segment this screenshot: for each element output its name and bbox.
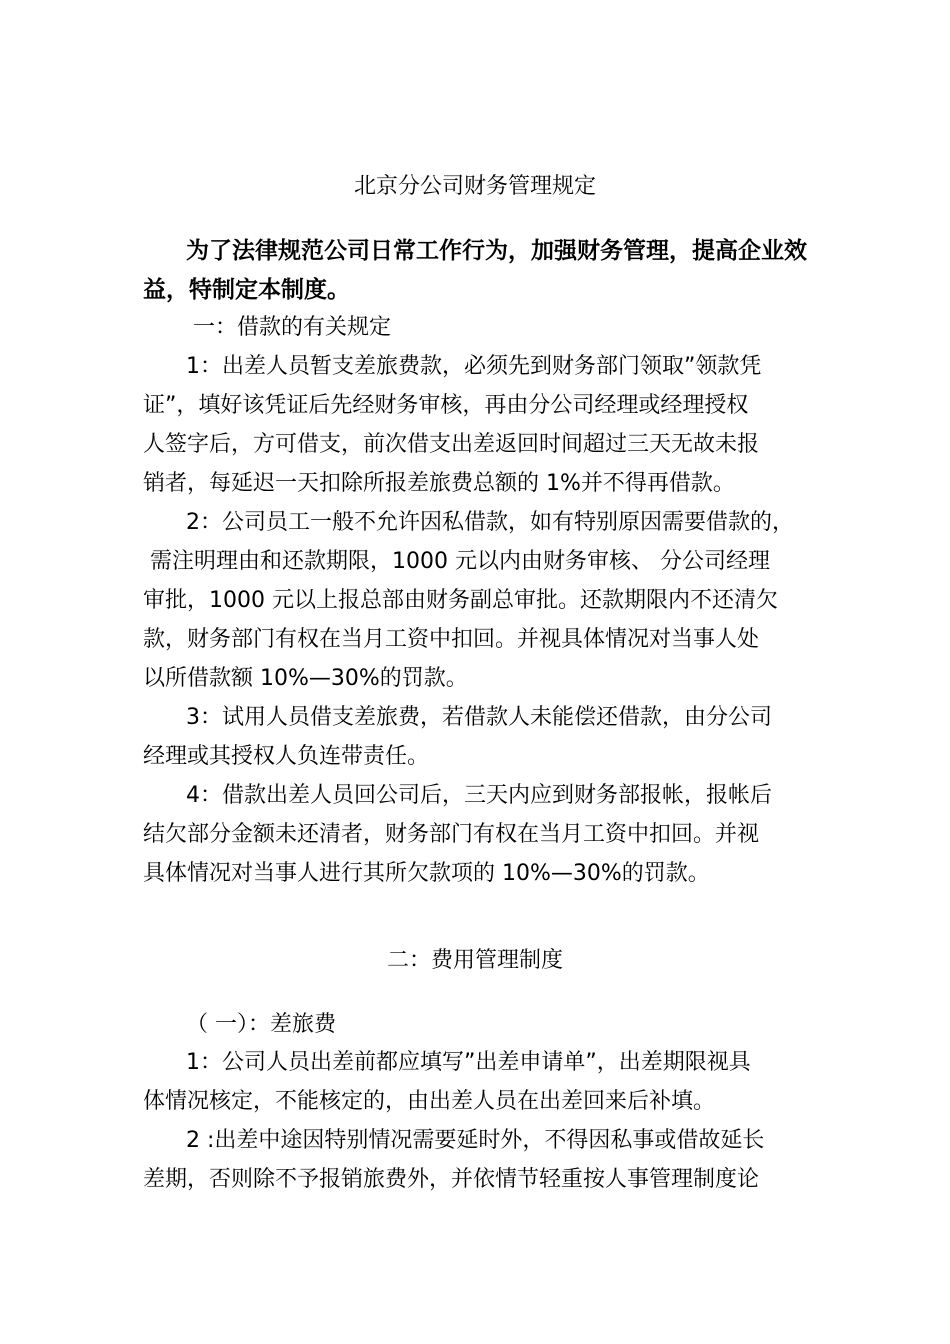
section1-heading: 一：借款的有关规定 — [193, 315, 392, 340]
section1-item4-line-2: 结欠部分金额未还清者，财务部门有权在当月工资中扣回。并视 — [143, 822, 760, 847]
intro-line-2: 益，特制定本制度。 — [143, 277, 350, 303]
section1-item2-line-2: 需注明理由和还款期限，1000 元以内由财务审核、 分公司经理 — [150, 549, 770, 574]
section2-heading: 二：费用管理制度 — [386, 948, 563, 973]
section1-item3-line-1: 3：试用人员借支差旅费，若借款人未能偿还借款，由分公司 — [186, 705, 772, 730]
section1-item2-line-3: 审批，1000 元以上报总部由财务副总审批。还款期限内不还清欠 — [143, 588, 778, 613]
section1-item2-line-4: 款，财务部门有权在当月工资中扣回。并视具体情况对当事人处 — [143, 627, 760, 652]
intro-line-1: 为了法律规范公司日常工作行为，加强财务管理，提高企业效 — [186, 238, 807, 264]
section1-item1-line-3: 人签字后，方可借支，前次借支出差返回时间超过三天无故未报 — [143, 432, 760, 457]
section1-item1-line-1: 1：出差人员暂支差旅费款，必须先到财务部门领取”领款凭 — [186, 354, 762, 379]
section2-item1-line-2: 体情况核定，不能核定的，由出差人员在出差回来后补填。 — [143, 1089, 716, 1114]
section1-item1-line-4: 销者，每延迟一天扣除所报差旅费总额的 1%并不得再借款。 — [143, 471, 735, 496]
section2-item1-line-1: 1：公司人员出差前都应填写”出差申请单”，出差期限视具 — [186, 1050, 751, 1075]
section1-item4-line-1: 4：借款出差人员回公司后，三天内应到财务部报帐，报帐后 — [186, 783, 772, 808]
section2-item2-line-2: 差期，否则除不予报销旅费外，并依情节轻重按人事管理制度论 — [143, 1167, 760, 1192]
document-title: 北京分公司财务管理规定 — [353, 174, 596, 199]
section1-item2-line-5: 以所借款额 10%—30%的罚款。 — [143, 666, 468, 691]
section2-subheading: （ 一）：差旅费 — [186, 1012, 336, 1037]
section1-item4-line-3: 具体情况对当事人进行其所欠款项的 10%—30%的罚款。 — [143, 861, 710, 886]
section1-item2-line-1: 2：公司员工一般不允许因私借款，如有特别原因需要借款的， — [186, 510, 794, 535]
section1-item1-line-2: 证”，填好该凭证后先经财务审核，再由分公司经理或经理授权 — [143, 393, 749, 418]
section1-item3-line-2: 经理或其授权人负连带责任。 — [143, 744, 430, 769]
section2-item2-line-1: 2 :出差中途因特别情况需要延时外，不得因私事或借故延长 — [186, 1128, 765, 1153]
